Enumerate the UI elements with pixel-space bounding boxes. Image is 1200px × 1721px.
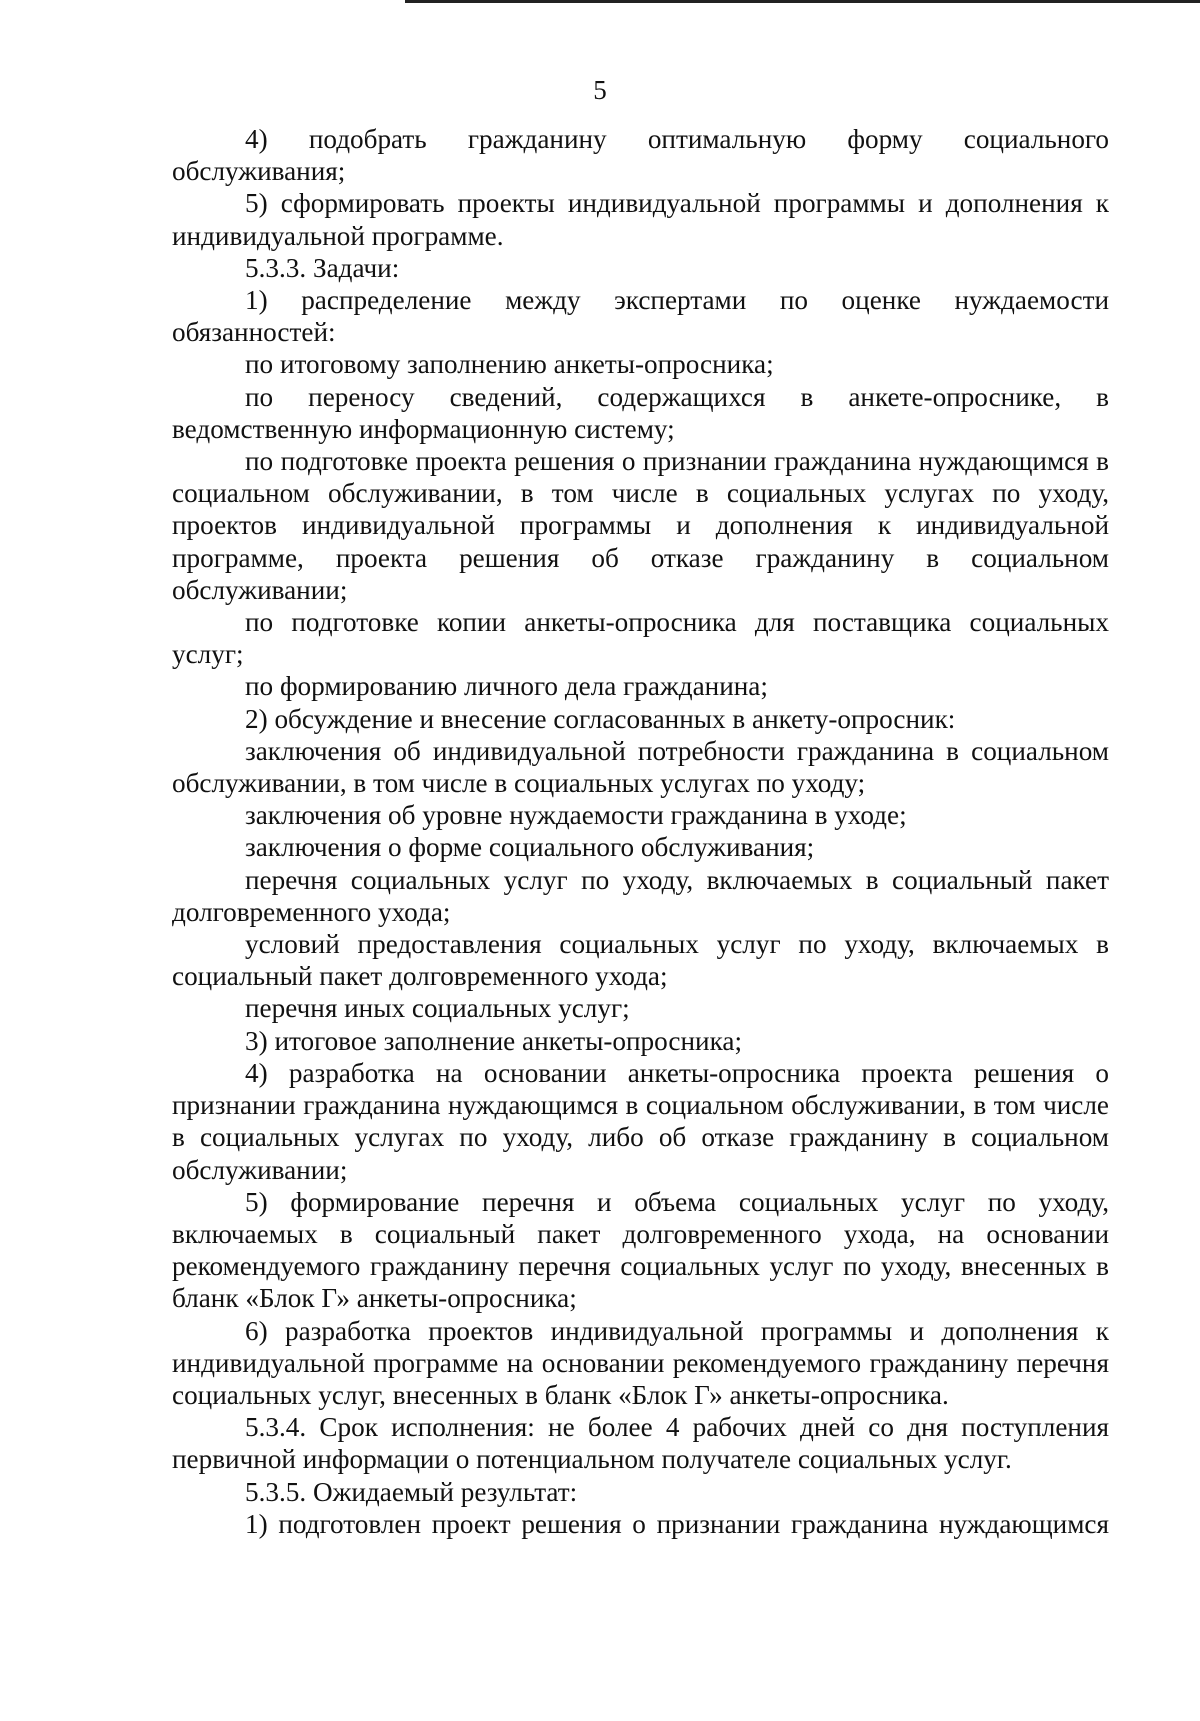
paragraph: 5.3.5. Ожидаемый результат:: [245, 1476, 578, 1507]
paragraph: заключения об индивидуальной потребности гражданина в социальном обслуживании, в том числе в социальных услугах по уходу;: [172, 735, 1109, 799]
paragraph: 5.3.3. Задачи:: [245, 252, 400, 283]
paragraph: перечня иных социальных услуг;: [245, 993, 630, 1024]
paragraph: перечня социальных услуг по уходу, включаемых в социальный пакет долговременного ухода;: [172, 864, 1109, 927]
paragraph: по формированию личного дела гражданина;: [245, 671, 768, 702]
paragraph: 1) подготовлен проект решения о признании гражданина нуждающимся: [245, 1508, 1109, 1539]
document-body: [172, 123, 1109, 1540]
paragraph: 2) обсуждение и внесение согласованных в анкету-опросник:: [245, 703, 956, 734]
paragraph: условий предоставления социальных услуг по уходу, включаемых в социальный пакет долговременного ухода;: [172, 929, 1109, 992]
paragraph: 3) итоговое заполнение анкеты-опросника;: [245, 1025, 743, 1056]
paragraph: заключения о форме социального обслуживания;: [245, 832, 815, 863]
paragraph: по подготовке проекта решения о признании гражданина нуждающимся в социальном обслуживании, в том числе в социальных услугах по уходу, проектов индивидуальной программы и дополнения к индивидуальной программе, проекта решения об отказе гражданину в социальном обслуживании;: [172, 446, 1109, 605]
paragraph: по переносу сведений, содержащихся в анкете-опроснике, в ведомственную информационную систему;: [172, 381, 1109, 444]
paragraph: 4) подобрать гражданину оптимальную форму социального обслуживания;: [172, 124, 1109, 187]
paragraph: 1) распределение между экспертами по оценке нуждаемости обязанностей:: [172, 285, 1109, 348]
paragraph: 6) разработка проектов индивидуальной программы и дополнения к индивидуальной программе на основании рекомендуемого гражданину перечня социальных услуг, внесенных в бланк «Блок Г» анкеты-опросника.: [172, 1315, 1109, 1410]
paragraph: 5) формирование перечня и объема социальных услуг по уходу, включаемых в социальный пакет долговременного ухода, на основании рекомендуемого гражданину перечня социальных услуг по уходу, внесенных в бланк «Блок Г» анкеты-опросника;: [172, 1186, 1109, 1314]
paragraph: по подготовке копии анкеты-опросника для поставщика социальных услуг;: [172, 607, 1109, 670]
top-rule: [405, 0, 1200, 3]
paragraph: 4) разработка на основании анкеты-опросника проекта решения о признании гражданина нуждающимся в социальном обслуживании, в том числе в социальных услугах по уходу, либо об отказе гражданину в социальном обслуживании;: [172, 1057, 1109, 1185]
paragraph: 5.3.4. Срок исполнения: не более 4 рабочих дней со дня поступления первичной информации о потенциальном получателе социальных услуг.: [172, 1412, 1109, 1475]
paragraph: заключения об уровне нуждаемости гражданина в уходе;: [245, 800, 907, 831]
paragraph: 5) сформировать проекты индивидуальной программы и дополнения к индивидуальной программе.: [172, 188, 1109, 251]
paragraph: по итоговому заполнению анкеты-опросника;: [245, 349, 774, 380]
page-number: 5: [593, 75, 607, 105]
